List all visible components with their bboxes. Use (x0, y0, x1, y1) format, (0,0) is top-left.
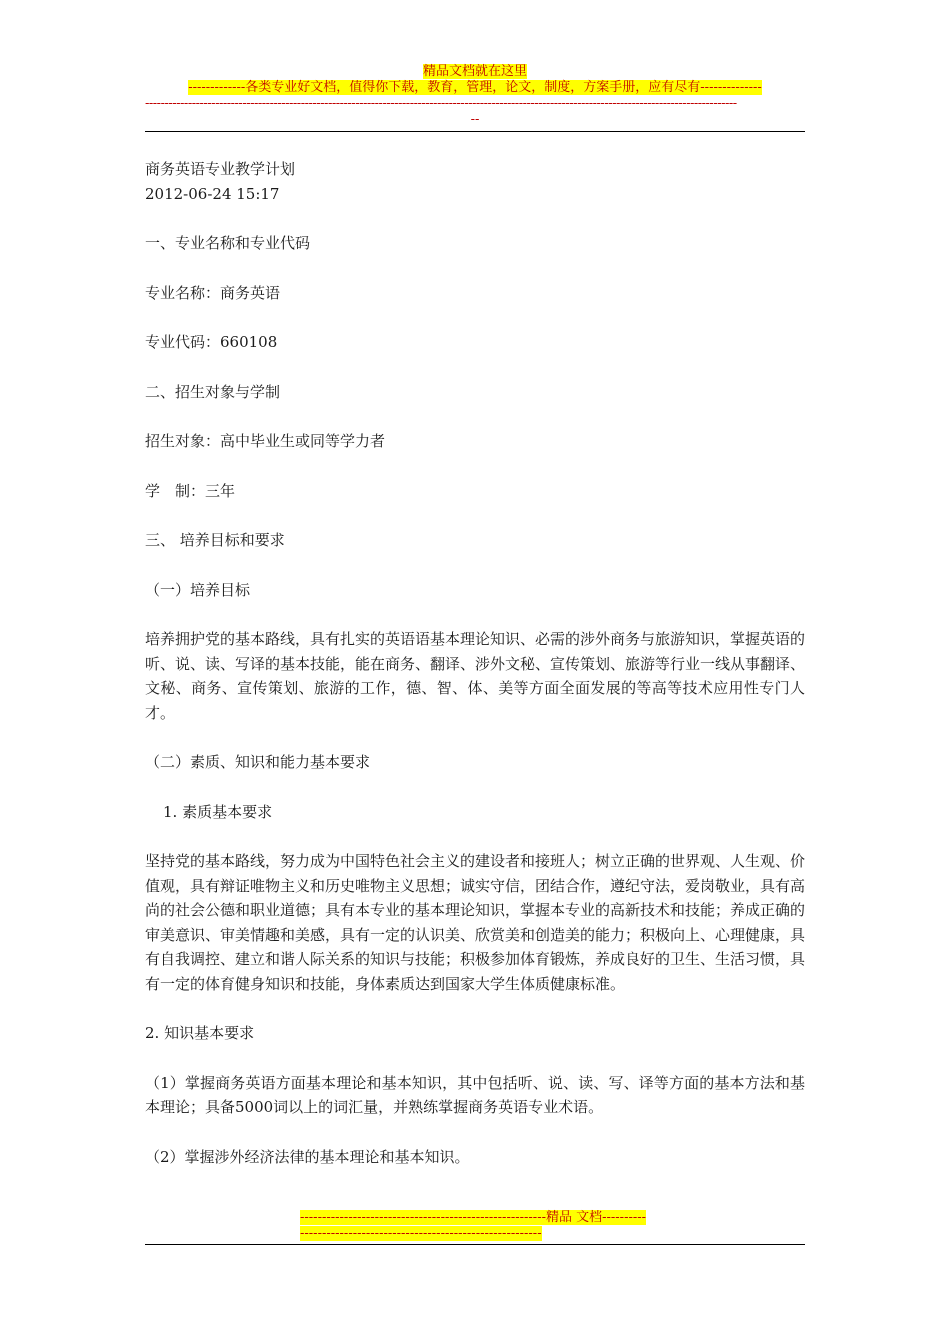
quality-requirements-paragraph: 坚持党的基本路线，努力成为中国特色社会主义的建设者和接班人；树立正确的世界观、人生观、价值观，具有辩证唯物主义和历史唯物主义思想；诚实守信，团结合作，遵纪守法，爱岗敬业，具有高尚的社会公德和职业道德；具有本专业的基本理论知识，掌握本专业的高新技术和技能；养成正确的审美意识、审美情趣和美感，具有一定的认识美、欣赏美和创造美的能力；积极向上、心理健康，具有自我调控、建立和谐人际关系的知识与技能；积极参加体育锻炼，养成良好的卫生、生活习惯，具有一定的体育健身知识和技能，身体素质达到国家大学生体质健康标准。 (145, 852, 806, 993)
subsection-goal-heading: （一）培养目标 (145, 580, 251, 599)
page-header (145, 64, 805, 128)
footer-divider (145, 1244, 805, 1245)
doc-datetime: 2012-06-24 15:17 (145, 184, 280, 203)
section-3-heading: 三、 培养目标和要求 (145, 531, 285, 549)
header-dash-line: -------------------------------------------------------------------------------------------------------------------------------------------------------- (145, 96, 737, 111)
document-body (145, 157, 805, 1169)
subsection-requirements-heading: （二）素质、知识和能力基本要求 (145, 753, 371, 771)
doc-title: 商务英语专业教学计划 (145, 160, 296, 178)
major-code: 专业代码：660108 (145, 333, 278, 351)
page-footer (300, 1210, 650, 1242)
footer-text: --------------------------------------------------------精品 文档----------------------------------------------------------------- (300, 1210, 647, 1241)
section-1-heading: 一、专业名称和专业代码 (145, 234, 311, 252)
major-name: 专业名称：商务英语 (145, 283, 281, 302)
goal-paragraph: 培养拥护党的基本路线，具有扎实的英语语基本理论知识、必需的涉外商务与旅游知识，掌握英语的听、说、读、写译的基本技能，能在商务、翻译、涉外文秘、宣传策划、旅游等行业一线从事翻译、文秘、商务、宣传策划、旅游的工作，德、智、体、美等方面全面发展的等高等技术应用性专门人才。 (145, 630, 806, 722)
header-slogan: -------------各类专业好文档，值得你下载，教育，管理，论文，制度，方案手册，应有尽有-------------- (188, 80, 762, 95)
section-2-heading: 二、招生对象与学制 (145, 382, 281, 401)
enrollment-target: 招生对象：高中毕业生或同等学力者 (145, 432, 386, 450)
quality-requirements-heading: 1. 素质基本要求 (163, 802, 273, 821)
header-dash-tail: -- (470, 112, 480, 127)
header-divider (145, 131, 805, 132)
knowledge-item-1: （1）掌握商务英语方面基本理论和基本知识，其中包括听、说、读、写、译等方面的基本方法和基本理论；具备5000词以上的词汇量，并熟练掌握商务英语专业术语。 (145, 1073, 805, 1116)
knowledge-requirements-heading: 2. 知识基本要求 (145, 1024, 255, 1042)
knowledge-item-2: （2）掌握涉外经济法律的基本理论和基本知识。 (145, 1147, 470, 1166)
study-duration: 学 制：三年 (145, 481, 236, 500)
header-title: 精品文档就在这里 (422, 64, 527, 79)
